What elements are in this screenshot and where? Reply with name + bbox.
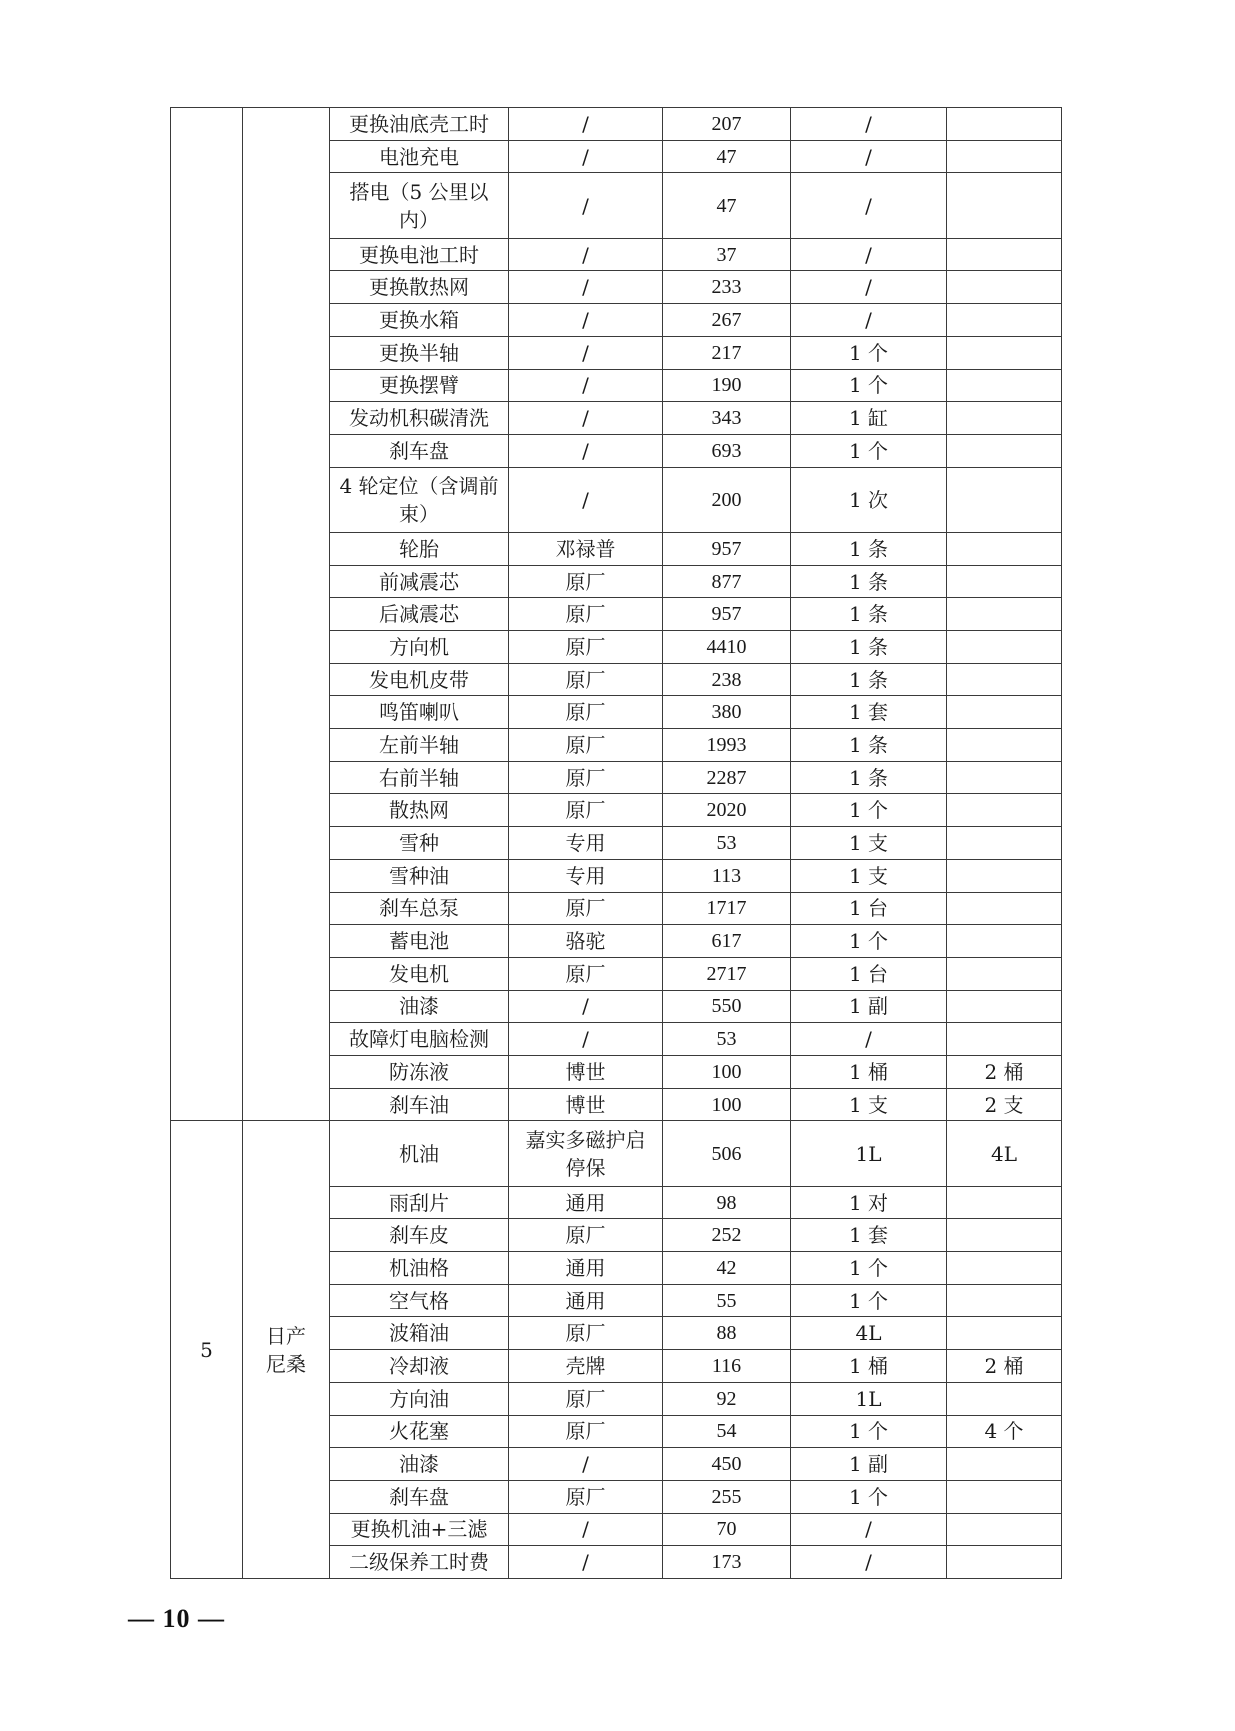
spec-cell: 专用 <box>509 827 663 860</box>
spec-cell: 原厂 <box>509 631 663 664</box>
spec-cell: / <box>509 336 663 369</box>
spec-cell: 嘉实多磁护启停保 <box>509 1121 663 1186</box>
price-cell: 1717 <box>663 892 791 925</box>
item-cell: 刹车皮 <box>330 1219 509 1252</box>
item-cell: 更换机油+三滤 <box>330 1513 509 1546</box>
price-cell: 693 <box>663 434 791 467</box>
unit-cell: 1 副 <box>791 990 947 1023</box>
unit-cell: 1 条 <box>791 565 947 598</box>
unit-cell: 1 个 <box>791 336 947 369</box>
spec-cell: 原厂 <box>509 598 663 631</box>
price-cell: 252 <box>663 1219 791 1252</box>
item-cell: 前减震芯 <box>330 565 509 598</box>
page-number: — 10 — <box>128 1604 225 1633</box>
spec-cell: 博世 <box>509 1088 663 1121</box>
price-cell: 70 <box>663 1513 791 1546</box>
note-cell: 2 桶 <box>947 1350 1062 1383</box>
unit-cell: 1 个 <box>791 1480 947 1513</box>
unit-cell: 1 条 <box>791 532 947 565</box>
price-cell: 53 <box>663 827 791 860</box>
note-cell <box>947 598 1062 631</box>
item-cell: 搭电（5 公里以内） <box>330 173 509 238</box>
spec-cell: 原厂 <box>509 729 663 762</box>
price-cell: 55 <box>663 1284 791 1317</box>
item-cell: 冷却液 <box>330 1350 509 1383</box>
unit-cell: 1 条 <box>791 729 947 762</box>
note-cell <box>947 1382 1062 1415</box>
item-cell: 机油 <box>330 1121 509 1186</box>
spec-cell: / <box>509 173 663 238</box>
price-cell: 957 <box>663 598 791 631</box>
item-cell: 更换电池工时 <box>330 238 509 271</box>
note-cell <box>947 794 1062 827</box>
item-cell: 右前半轴 <box>330 761 509 794</box>
note-cell <box>947 892 1062 925</box>
unit-cell: 1L <box>791 1121 947 1186</box>
spec-cell: / <box>509 140 663 173</box>
spec-cell: 原厂 <box>509 1480 663 1513</box>
note-cell <box>947 1284 1062 1317</box>
note-cell <box>947 434 1062 467</box>
unit-cell: 1 条 <box>791 631 947 664</box>
price-cell: 4410 <box>663 631 791 664</box>
spec-cell: / <box>509 238 663 271</box>
note-cell <box>947 696 1062 729</box>
unit-cell: 1 支 <box>791 1088 947 1121</box>
price-cell: 2717 <box>663 957 791 990</box>
note-cell <box>947 532 1062 565</box>
unit-cell: / <box>791 1546 947 1579</box>
price-cell: 2287 <box>663 761 791 794</box>
spec-cell: 原厂 <box>509 565 663 598</box>
price-cell: 92 <box>663 1382 791 1415</box>
note-cell <box>947 108 1062 141</box>
price-cell: 343 <box>663 402 791 435</box>
spec-cell: 通用 <box>509 1186 663 1219</box>
note-cell <box>947 827 1062 860</box>
unit-cell: 1 条 <box>791 761 947 794</box>
note-cell <box>947 990 1062 1023</box>
price-cell: 100 <box>663 1055 791 1088</box>
unit-cell: 1 个 <box>791 1415 947 1448</box>
note-cell <box>947 1317 1062 1350</box>
price-table-body <box>171 108 1062 1579</box>
spec-cell: / <box>509 369 663 402</box>
unit-cell: 4L <box>791 1317 947 1350</box>
unit-cell: 1 套 <box>791 1219 947 1252</box>
unit-cell: 1 次 <box>791 467 947 532</box>
note-cell <box>947 238 1062 271</box>
unit-cell: 1 台 <box>791 957 947 990</box>
spec-cell: 原厂 <box>509 794 663 827</box>
unit-cell: / <box>791 1513 947 1546</box>
note-cell <box>947 729 1062 762</box>
item-cell: 雨刮片 <box>330 1186 509 1219</box>
item-cell: 机油格 <box>330 1252 509 1285</box>
spec-cell: 原厂 <box>509 1317 663 1350</box>
unit-cell: / <box>791 271 947 304</box>
spec-cell: / <box>509 467 663 532</box>
unit-cell: 1 个 <box>791 925 947 958</box>
note-cell <box>947 565 1062 598</box>
note-cell: 2 桶 <box>947 1055 1062 1088</box>
item-cell: 发电机 <box>330 957 509 990</box>
note-cell <box>947 1546 1062 1579</box>
price-cell: 98 <box>663 1186 791 1219</box>
item-cell: 方向机 <box>330 631 509 664</box>
price-cell: 54 <box>663 1415 791 1448</box>
note-cell <box>947 271 1062 304</box>
unit-cell: / <box>791 1023 947 1056</box>
price-cell: 173 <box>663 1546 791 1579</box>
unit-cell: 1 桶 <box>791 1350 947 1383</box>
price-cell: 238 <box>663 663 791 696</box>
spec-cell: 专用 <box>509 859 663 892</box>
price-cell: 88 <box>663 1317 791 1350</box>
note-cell <box>947 1219 1062 1252</box>
note-cell <box>947 1448 1062 1481</box>
price-cell: 506 <box>663 1121 791 1186</box>
item-cell: 刹车油 <box>330 1088 509 1121</box>
note-cell <box>947 140 1062 173</box>
section-brand <box>243 108 330 1121</box>
unit-cell: 1 条 <box>791 663 947 696</box>
spec-cell: 通用 <box>509 1252 663 1285</box>
item-cell: 发电机皮带 <box>330 663 509 696</box>
spec-cell: 原厂 <box>509 1382 663 1415</box>
price-cell: 233 <box>663 271 791 304</box>
price-cell: 42 <box>663 1252 791 1285</box>
unit-cell: 1 套 <box>791 696 947 729</box>
unit-cell: 1 个 <box>791 434 947 467</box>
item-cell: 轮胎 <box>330 532 509 565</box>
spec-cell: 通用 <box>509 1284 663 1317</box>
unit-cell: 1L <box>791 1382 947 1415</box>
unit-cell: 1 个 <box>791 1284 947 1317</box>
price-cell: 877 <box>663 565 791 598</box>
spec-cell: / <box>509 402 663 435</box>
unit-cell: 1 桶 <box>791 1055 947 1088</box>
item-cell: 左前半轴 <box>330 729 509 762</box>
spec-cell: / <box>509 990 663 1023</box>
item-cell: 波箱油 <box>330 1317 509 1350</box>
price-cell: 267 <box>663 304 791 337</box>
spec-cell: / <box>509 108 663 141</box>
note-cell <box>947 859 1062 892</box>
item-cell: 后减震芯 <box>330 598 509 631</box>
item-cell: 故障灯电脑检测 <box>330 1023 509 1056</box>
note-cell <box>947 467 1062 532</box>
spec-cell: 骆驼 <box>509 925 663 958</box>
unit-cell: 1 支 <box>791 827 947 860</box>
spec-cell: 原厂 <box>509 1219 663 1252</box>
spec-cell: / <box>509 1546 663 1579</box>
unit-cell: 1 副 <box>791 1448 947 1481</box>
item-cell: 防冻液 <box>330 1055 509 1088</box>
note-cell <box>947 1252 1062 1285</box>
note-cell <box>947 663 1062 696</box>
item-cell: 发动机积碳清洗 <box>330 402 509 435</box>
note-cell: 4 个 <box>947 1415 1062 1448</box>
spec-cell: / <box>509 1513 663 1546</box>
table-row <box>171 108 1062 141</box>
price-cell: 200 <box>663 467 791 532</box>
price-cell: 957 <box>663 532 791 565</box>
item-cell: 油漆 <box>330 990 509 1023</box>
item-cell: 更换油底壳工时 <box>330 108 509 141</box>
spec-cell: / <box>509 434 663 467</box>
item-cell: 油漆 <box>330 1448 509 1481</box>
spec-cell: / <box>509 1448 663 1481</box>
note-cell <box>947 1023 1062 1056</box>
price-cell: 207 <box>663 108 791 141</box>
table-row <box>171 1121 1062 1186</box>
unit-cell: 1 个 <box>791 1252 947 1285</box>
item-cell: 更换半轴 <box>330 336 509 369</box>
price-cell: 1993 <box>663 729 791 762</box>
unit-cell: / <box>791 108 947 141</box>
spec-cell: / <box>509 304 663 337</box>
price-cell: 380 <box>663 696 791 729</box>
item-cell: 火花塞 <box>330 1415 509 1448</box>
item-cell: 更换水箱 <box>330 304 509 337</box>
unit-cell: / <box>791 173 947 238</box>
item-cell: 刹车盘 <box>330 434 509 467</box>
note-cell <box>947 925 1062 958</box>
price-cell: 190 <box>663 369 791 402</box>
note-cell <box>947 631 1062 664</box>
item-cell: 雪种油 <box>330 859 509 892</box>
unit-cell: / <box>791 238 947 271</box>
spec-cell: 原厂 <box>509 761 663 794</box>
unit-cell: 1 对 <box>791 1186 947 1219</box>
spec-cell: 原厂 <box>509 892 663 925</box>
note-cell <box>947 369 1062 402</box>
item-cell: 鸣笛喇叭 <box>330 696 509 729</box>
item-cell: 电池充电 <box>330 140 509 173</box>
note-cell: 4L <box>947 1121 1062 1186</box>
item-cell: 散热网 <box>330 794 509 827</box>
spec-cell: 原厂 <box>509 696 663 729</box>
unit-cell: 1 个 <box>791 794 947 827</box>
price-cell: 116 <box>663 1350 791 1383</box>
price-cell: 255 <box>663 1480 791 1513</box>
note-cell <box>947 1480 1062 1513</box>
price-cell: 450 <box>663 1448 791 1481</box>
price-cell: 47 <box>663 173 791 238</box>
price-cell: 53 <box>663 1023 791 1056</box>
unit-cell: 1 条 <box>791 598 947 631</box>
item-cell: 更换散热网 <box>330 271 509 304</box>
spec-cell: 博世 <box>509 1055 663 1088</box>
unit-cell: / <box>791 140 947 173</box>
price-cell: 550 <box>663 990 791 1023</box>
price-cell: 2020 <box>663 794 791 827</box>
note-cell <box>947 957 1062 990</box>
unit-cell: 1 台 <box>791 892 947 925</box>
item-cell: 雪种 <box>330 827 509 860</box>
item-cell: 刹车总泵 <box>330 892 509 925</box>
spec-cell: 邓禄普 <box>509 532 663 565</box>
section-brand: 日产尼桑 <box>243 1121 330 1579</box>
spec-cell: 原厂 <box>509 1415 663 1448</box>
price-table <box>170 107 1062 1579</box>
unit-cell: 1 支 <box>791 859 947 892</box>
note-cell <box>947 402 1062 435</box>
price-cell: 617 <box>663 925 791 958</box>
item-cell: 刹车盘 <box>330 1480 509 1513</box>
note-cell <box>947 1513 1062 1546</box>
item-cell: 蓄电池 <box>330 925 509 958</box>
item-cell: 更换摆臂 <box>330 369 509 402</box>
section-index <box>171 108 243 1121</box>
note-cell <box>947 336 1062 369</box>
note-cell <box>947 304 1062 337</box>
spec-cell: 壳牌 <box>509 1350 663 1383</box>
note-cell <box>947 1186 1062 1219</box>
item-cell: 空气格 <box>330 1284 509 1317</box>
price-cell: 37 <box>663 238 791 271</box>
spec-cell: / <box>509 1023 663 1056</box>
unit-cell: 1 个 <box>791 369 947 402</box>
price-cell: 113 <box>663 859 791 892</box>
price-cell: 100 <box>663 1088 791 1121</box>
item-cell: 4 轮定位（含调前束） <box>330 467 509 532</box>
spec-cell: 原厂 <box>509 663 663 696</box>
section-index: 5 <box>171 1121 243 1579</box>
item-cell: 方向油 <box>330 1382 509 1415</box>
note-cell <box>947 761 1062 794</box>
unit-cell: / <box>791 304 947 337</box>
note-cell: 2 支 <box>947 1088 1062 1121</box>
price-cell: 47 <box>663 140 791 173</box>
price-cell: 217 <box>663 336 791 369</box>
spec-cell: / <box>509 271 663 304</box>
note-cell <box>947 173 1062 238</box>
unit-cell: 1 缸 <box>791 402 947 435</box>
item-cell: 二级保养工时费 <box>330 1546 509 1579</box>
spec-cell: 原厂 <box>509 957 663 990</box>
